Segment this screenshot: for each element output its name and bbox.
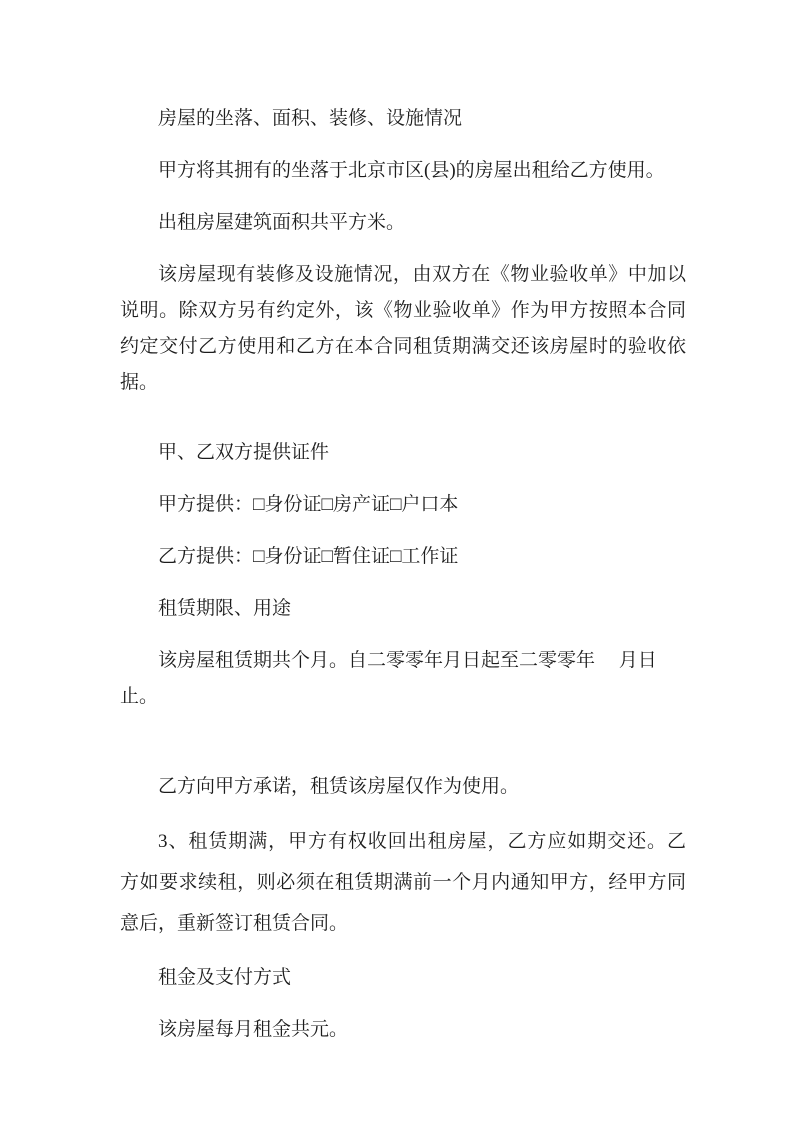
paragraph-inspection-sheet: [120, 257, 686, 417]
document-line: 3、租赁期满，甲方有权收回出租房屋，乙方应如期交还。乙: [158, 831, 686, 852]
document-line: 乙方向甲方承诺，租赁该房屋仅作为使用。: [158, 776, 520, 797]
paragraph-renewal-clause: [120, 821, 686, 960]
paragraph-party-a-rents-out: [120, 153, 686, 205]
paragraph-usage-promise: [120, 769, 686, 821]
paragraph-party-b-provides: [120, 539, 686, 591]
document-line: 租金及支付方式: [158, 967, 292, 988]
document-line: 约定交付乙方使用和乙方在本合同租赁期满交还该房屋时的验收依: [120, 336, 686, 357]
paragraph-rent-amount: [120, 1012, 686, 1064]
paragraph-party-a-provides: [120, 487, 686, 539]
document-line: 房屋的坐落、面积、装修、设施情况: [158, 108, 463, 129]
document-line: 该房屋现有装修及设施情况，由双方在《物业验收单》中加以: [158, 264, 686, 285]
document-line: 说明。除双方另有约定外，该《物业验收单》作为甲方按照本合同: [120, 300, 686, 321]
blank-line: [120, 731, 686, 769]
document-line: 租赁期限、用途: [158, 598, 292, 619]
document-line: 意后，重新签订租赁合同。: [120, 913, 349, 934]
document-line: 该房屋每月租金共元。: [158, 1019, 349, 1040]
document-line: 甲方将其拥有的坐落于北京市区(县)的房屋出租给乙方使用。: [158, 160, 665, 181]
document-line: 甲方提供：□身份证□房产证□户口本: [158, 494, 459, 515]
document-page: [120, 101, 686, 1064]
document-line: 出租房屋建筑面积共平方米。: [158, 212, 406, 233]
document-line: 乙方提供：□身份证□暂住证□工作证: [158, 546, 459, 567]
document-line: 甲、乙双方提供证件: [158, 442, 330, 463]
document-line: 方如要求续租，则必须在租赁期满前一个月内通知甲方，经甲方同: [120, 872, 686, 893]
paragraph-lease-term-heading: [120, 591, 686, 643]
document-line: 据。: [120, 372, 159, 393]
paragraph-house-info-heading: [120, 101, 686, 153]
paragraph-certificates-heading: [120, 417, 686, 487]
paragraph-rent-heading: [120, 960, 686, 1012]
paragraph-building-area: [120, 205, 686, 257]
paragraph-lease-term: [120, 643, 686, 731]
document-line: 该房屋租赁期共个月。自二零零年月日起至二零零年 月日止。: [120, 650, 657, 707]
